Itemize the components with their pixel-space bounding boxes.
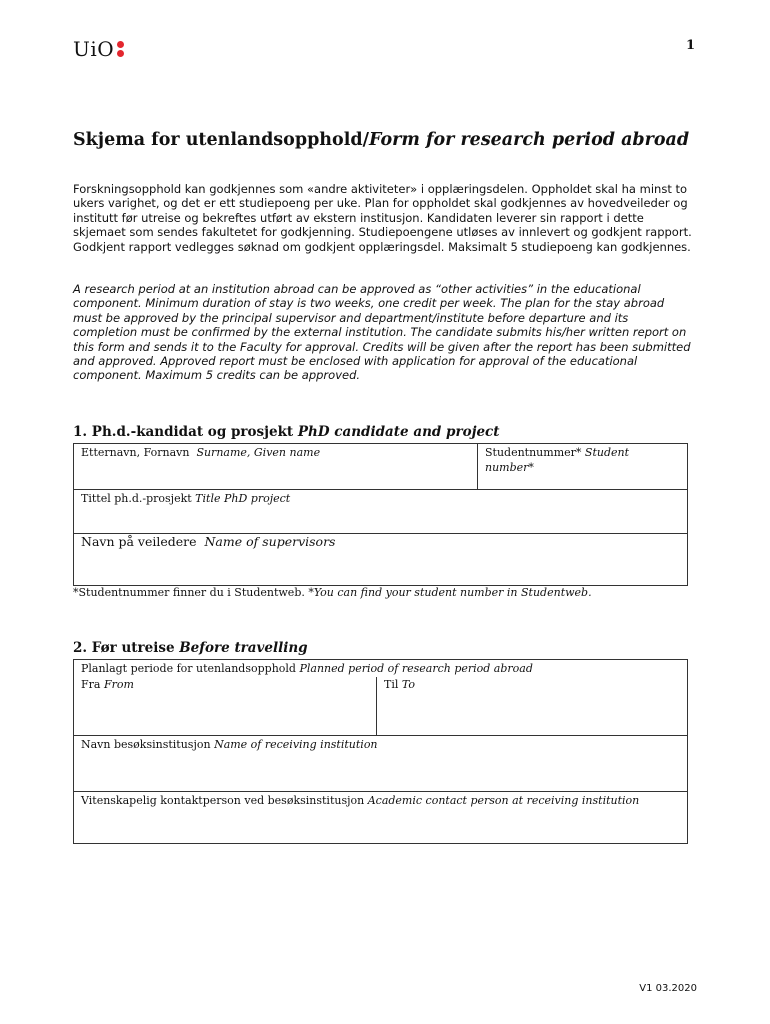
institution-field[interactable] [74, 736, 687, 791]
section2-heading-en: Before travelling [179, 640, 308, 656]
student-number-footnote [73, 586, 592, 599]
institution-label-en: Name of receiving institution [214, 738, 378, 751]
contact-label-en: Academic contact person at receiving institution [367, 794, 640, 807]
contact-person-row [74, 791, 687, 843]
footnote-no: *Studentnummer finner du i Studentweb. [73, 586, 305, 599]
version-label: V1 03.2020 [639, 983, 697, 994]
period-label-no: Planlagt periode for utenlandsopphold [81, 662, 296, 675]
period-label-en: Planned period of research period abroad [299, 662, 533, 675]
to-label-no: Til [384, 677, 399, 691]
candidate-name-row [74, 444, 687, 489]
section1-heading-en: PhD candidate and project [297, 424, 500, 440]
logo-text: UiO [73, 37, 115, 61]
institution-label-no: Navn besøksinstitusjon [81, 738, 211, 751]
name-label-no: Etternavn, Fornavn [81, 446, 190, 459]
footnote-en: *You can find your student number in Studentweb. [308, 586, 592, 599]
uio-logo [73, 37, 124, 61]
period-row [74, 660, 687, 735]
section1-heading [73, 424, 500, 440]
supervisors-label-en: Name of supervisors [204, 534, 336, 549]
project-title-row [74, 489, 687, 533]
contact-person-field[interactable] [74, 792, 687, 843]
name-field[interactable] [74, 444, 477, 489]
student-number-field[interactable] [477, 444, 687, 489]
from-label-no: Fra [81, 677, 101, 691]
from-label-en: From [103, 677, 134, 691]
page-number: 1 [685, 38, 695, 53]
project-title-label-en: Title PhD project [195, 492, 291, 505]
candidate-form-table [73, 443, 688, 586]
section2-heading-no: 2. Før utreise [73, 640, 175, 656]
period-label [74, 660, 687, 677]
to-field[interactable] [376, 677, 687, 736]
student-number-label-no: Studentnummer* [485, 446, 582, 459]
period-fields [74, 677, 687, 736]
supervisors-label-no: Navn på veiledere [81, 534, 197, 549]
intro-english: A research period at an institution abroad can be approved as “other activities” in the educational component. Minimum duration of stay is two weeks, one credit per week. The plan for the stay abroad must be approved by the principal supervisor and department/institute before departure and its completion must be confirmed by the external institution. The candidate submits his/her written report on this form and sends it to the Faculty for approval. Credits will be given after the report has been submitted and approved. Approved report must be enclosed with application for approval of the educational component. Maximum 5 credits can be approved. [73, 282, 691, 383]
section2-heading [73, 640, 308, 656]
supervisors-row [74, 533, 687, 585]
contact-label-no: Vitenskapelig kontaktperson ved besøksinstitusjon [81, 794, 365, 807]
logo-dots-icon [117, 41, 124, 57]
section1-heading-no: 1. Ph.d.-kandidat og prosjekt [73, 424, 294, 440]
title-norwegian: Skjema for utenlandsopphold/ [73, 130, 369, 150]
student-number-label-en: Student number* [485, 446, 630, 474]
to-label-en: To [401, 677, 415, 691]
supervisors-field[interactable] [74, 534, 687, 585]
page-title [73, 130, 693, 151]
travel-form-table [73, 659, 688, 844]
title-english: Form for research period abroad [368, 130, 690, 150]
from-field[interactable] [74, 677, 376, 736]
intro-norwegian: Forskningsopphold kan godkjennes som «andre aktiviteter» i opplæringsdelen. Oppholdet skal ha minst to ukers varighet, og det er ett studiepoeng per uke. Plan for oppholdet skal godkjennes av hovedveileder og institutt før utreise og bekreftes utført av ekstern institusjon. Kandidaten leverer sin rapport i dette skjemaet som sendes fakultetet for godkjenning. Studiepoengene utløses av innlevert og godkjent rapport. Godkjent rapport vedlegges søknad om godkjent opplæringsdel. Maksimalt 5 studiepoeng kan godkjennes. [73, 182, 692, 254]
name-label-en: Surname, Given name [196, 446, 321, 459]
institution-row [74, 735, 687, 791]
project-title-label-no: Tittel ph.d.-prosjekt [81, 492, 192, 505]
project-title-field[interactable] [74, 490, 687, 533]
